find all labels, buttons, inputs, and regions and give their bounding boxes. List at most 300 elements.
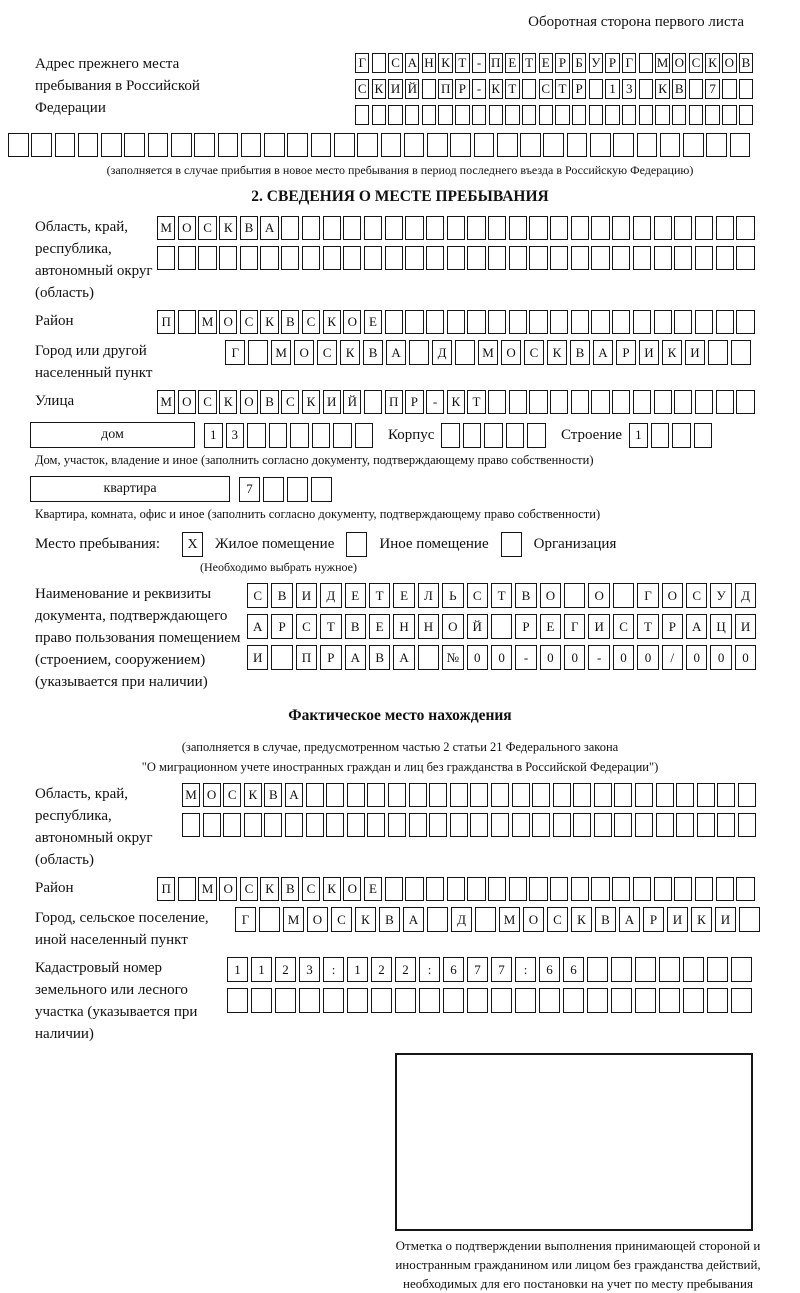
form-cell[interactable]: А [260, 216, 278, 240]
form-cell[interactable] [567, 133, 588, 157]
form-cell[interactable] [311, 477, 332, 502]
form-cell[interactable] [529, 877, 547, 901]
form-cell[interactable] [472, 105, 486, 125]
form-cell[interactable] [639, 79, 653, 99]
form-cell[interactable]: О [240, 390, 258, 414]
form-cell[interactable] [323, 216, 341, 240]
form-cell[interactable]: М [283, 907, 304, 932]
form-cell[interactable] [343, 216, 361, 240]
form-cell[interactable] [385, 216, 403, 240]
form-cell[interactable]: О [672, 53, 686, 73]
form-cell[interactable] [550, 246, 568, 270]
form-cell[interactable] [182, 813, 200, 837]
form-cell[interactable]: О [219, 877, 237, 901]
form-cell[interactable]: С [296, 614, 317, 639]
form-cell[interactable]: 0 [686, 645, 707, 670]
form-cell[interactable] [635, 957, 656, 982]
form-cell[interactable] [550, 310, 568, 334]
form-cell[interactable] [705, 105, 719, 125]
form-cell[interactable]: Р [605, 53, 619, 73]
form-cell[interactable]: А [247, 614, 268, 639]
form-cell[interactable] [101, 133, 122, 157]
form-cell[interactable] [194, 133, 215, 157]
form-cell[interactable] [512, 783, 530, 807]
form-cell[interactable] [505, 105, 519, 125]
form-cell[interactable]: Н [393, 614, 414, 639]
form-cell[interactable]: : [419, 957, 440, 982]
form-cell[interactable] [227, 988, 248, 1013]
form-cell[interactable] [527, 423, 546, 448]
form-cell[interactable]: П [489, 53, 503, 73]
form-cell[interactable]: Е [393, 583, 414, 608]
form-cell[interactable] [450, 783, 468, 807]
form-cell[interactable] [488, 216, 506, 240]
form-cell[interactable] [639, 53, 653, 73]
form-cell[interactable] [475, 907, 496, 932]
form-cell[interactable]: О [219, 310, 237, 334]
form-cell[interactable] [722, 79, 736, 99]
form-cell[interactable] [739, 907, 760, 932]
form-cell[interactable] [633, 310, 651, 334]
form-cell[interactable] [522, 79, 536, 99]
form-cell[interactable] [240, 246, 258, 270]
form-cell[interactable] [450, 133, 471, 157]
form-cell[interactable] [178, 246, 196, 270]
form-cell[interactable]: Г [225, 340, 245, 365]
form-cell[interactable] [539, 105, 553, 125]
form-cell[interactable] [708, 340, 728, 365]
form-cell[interactable] [247, 423, 266, 448]
form-cell[interactable]: 1 [629, 423, 648, 448]
form-cell[interactable]: М [198, 310, 216, 334]
form-cell[interactable]: 0 [637, 645, 658, 670]
form-cell[interactable]: А [403, 907, 424, 932]
form-cell[interactable]: 1 [605, 79, 619, 99]
form-cell[interactable] [654, 246, 672, 270]
form-cell[interactable] [364, 246, 382, 270]
form-cell[interactable]: О [294, 340, 314, 365]
form-cell[interactable] [418, 645, 439, 670]
form-cell[interactable]: К [662, 340, 682, 365]
form-cell[interactable] [395, 988, 416, 1013]
form-cell[interactable] [738, 813, 756, 837]
form-cell[interactable]: О [501, 340, 521, 365]
form-cell[interactable]: О [442, 614, 463, 639]
form-cell[interactable] [427, 907, 448, 932]
form-cell[interactable]: О [307, 907, 328, 932]
form-cell[interactable] [244, 813, 262, 837]
form-cell[interactable]: О [588, 583, 609, 608]
form-cell[interactable]: Р [455, 79, 469, 99]
form-cell[interactable] [429, 813, 447, 837]
form-cell[interactable] [563, 988, 584, 1013]
form-cell[interactable]: К [438, 53, 452, 73]
form-cell[interactable] [488, 246, 506, 270]
form-cell[interactable] [290, 423, 309, 448]
form-cell[interactable] [515, 988, 536, 1013]
form-cell[interactable] [405, 310, 423, 334]
form-cell[interactable]: И [715, 907, 736, 932]
form-cell[interactable]: К [340, 340, 360, 365]
form-cell[interactable] [529, 216, 547, 240]
form-cell[interactable] [489, 105, 503, 125]
form-cell[interactable] [689, 105, 703, 125]
form-cell[interactable]: 7 [491, 957, 512, 982]
form-cell[interactable]: С [331, 907, 352, 932]
form-cell[interactable] [269, 423, 288, 448]
form-cell[interactable]: У [710, 583, 731, 608]
form-cell[interactable]: А [393, 645, 414, 670]
form-cell[interactable] [674, 246, 692, 270]
form-cell[interactable] [589, 105, 603, 125]
form-cell[interactable]: И [296, 583, 317, 608]
form-cell[interactable] [287, 477, 308, 502]
form-cell[interactable]: О [178, 216, 196, 240]
form-cell[interactable] [372, 53, 386, 73]
form-cell[interactable]: - [472, 53, 486, 73]
form-cell[interactable] [467, 216, 485, 240]
form-cell[interactable] [594, 783, 612, 807]
form-cell[interactable] [655, 105, 669, 125]
form-cell[interactable] [426, 216, 444, 240]
form-cell[interactable] [178, 877, 196, 901]
form-cell[interactable] [405, 246, 423, 270]
form-cell[interactable]: Й [343, 390, 361, 414]
form-cell[interactable]: Н [418, 614, 439, 639]
form-cell[interactable] [543, 133, 564, 157]
form-cell[interactable] [248, 340, 268, 365]
form-cell[interactable] [491, 614, 512, 639]
form-cell[interactable] [512, 813, 530, 837]
form-cell[interactable]: О [178, 390, 196, 414]
form-cell[interactable]: 0 [710, 645, 731, 670]
form-cell[interactable]: 6 [539, 957, 560, 982]
form-cell[interactable]: Р [572, 79, 586, 99]
form-cell[interactable] [506, 423, 525, 448]
form-cell[interactable] [467, 310, 485, 334]
form-cell[interactable]: К [219, 216, 237, 240]
form-cell[interactable] [676, 813, 694, 837]
form-cell[interactable] [594, 813, 612, 837]
form-cell[interactable] [219, 246, 237, 270]
form-cell[interactable] [614, 813, 632, 837]
form-cell[interactable]: М [157, 216, 175, 240]
form-cell[interactable] [367, 783, 385, 807]
form-cell[interactable] [572, 105, 586, 125]
form-cell[interactable] [550, 216, 568, 240]
form-cell[interactable]: 0 [540, 645, 561, 670]
form-cell[interactable] [716, 877, 734, 901]
form-cell[interactable] [589, 79, 603, 99]
form-cell[interactable]: К [260, 310, 278, 334]
stay-option-organization-checkbox[interactable] [501, 532, 522, 557]
form-cell[interactable] [302, 216, 320, 240]
form-cell[interactable] [357, 133, 378, 157]
form-cell[interactable] [405, 216, 423, 240]
form-cell[interactable] [488, 310, 506, 334]
form-cell[interactable] [241, 133, 262, 157]
form-cell[interactable] [587, 957, 608, 982]
form-cell[interactable] [717, 813, 735, 837]
form-cell[interactable] [178, 310, 196, 334]
form-cell[interactable]: 1 [204, 423, 223, 448]
form-cell[interactable] [707, 957, 728, 982]
form-cell[interactable] [333, 423, 352, 448]
form-cell[interactable]: О [343, 310, 361, 334]
form-cell[interactable]: В [271, 583, 292, 608]
form-cell[interactable] [426, 246, 444, 270]
form-cell[interactable]: С [467, 583, 488, 608]
form-cell[interactable]: Р [271, 614, 292, 639]
form-cell[interactable] [426, 877, 444, 901]
form-cell[interactable] [467, 246, 485, 270]
form-cell[interactable] [612, 310, 630, 334]
form-cell[interactable]: - [515, 645, 536, 670]
form-cell[interactable]: : [515, 957, 536, 982]
form-cell[interactable] [553, 813, 571, 837]
form-cell[interactable] [347, 988, 368, 1013]
form-cell[interactable] [463, 423, 482, 448]
form-cell[interactable] [422, 105, 436, 125]
form-cell[interactable] [672, 423, 691, 448]
form-cell[interactable] [694, 423, 713, 448]
form-cell[interactable] [275, 988, 296, 1013]
form-cell[interactable] [509, 246, 527, 270]
form-cell[interactable] [731, 957, 752, 982]
form-cell[interactable] [637, 133, 658, 157]
form-cell[interactable] [695, 246, 713, 270]
form-cell[interactable] [697, 783, 715, 807]
stay-option-residential-checkbox[interactable]: X [182, 532, 203, 557]
form-cell[interactable]: П [157, 877, 175, 901]
form-cell[interactable] [695, 310, 713, 334]
form-cell[interactable] [281, 216, 299, 240]
form-cell[interactable] [635, 988, 656, 1013]
form-cell[interactable] [488, 877, 506, 901]
form-cell[interactable] [654, 877, 672, 901]
form-cell[interactable]: А [686, 614, 707, 639]
form-cell[interactable] [447, 877, 465, 901]
form-cell[interactable]: С [686, 583, 707, 608]
form-cell[interactable] [385, 246, 403, 270]
form-cell[interactable]: С [613, 614, 634, 639]
form-cell[interactable] [455, 105, 469, 125]
form-cell[interactable]: К [489, 79, 503, 99]
form-cell[interactable]: В [595, 907, 616, 932]
stay-option-other-checkbox[interactable] [346, 532, 367, 557]
form-cell[interactable] [731, 988, 752, 1013]
form-cell[interactable]: А [619, 907, 640, 932]
form-cell[interactable]: К [219, 390, 237, 414]
form-cell[interactable] [429, 783, 447, 807]
form-cell[interactable]: А [386, 340, 406, 365]
form-cell[interactable]: А [405, 53, 419, 73]
form-cell[interactable]: Т [555, 79, 569, 99]
form-cell[interactable]: О [343, 877, 361, 901]
form-cell[interactable] [371, 988, 392, 1013]
form-cell[interactable] [656, 813, 674, 837]
form-cell[interactable]: Е [539, 53, 553, 73]
form-cell[interactable] [612, 216, 630, 240]
form-cell[interactable]: Г [355, 53, 369, 73]
form-cell[interactable] [612, 390, 630, 414]
form-cell[interactable]: Т [467, 390, 485, 414]
form-cell[interactable]: В [363, 340, 383, 365]
form-cell[interactable] [622, 105, 636, 125]
form-cell[interactable] [306, 813, 324, 837]
form-cell[interactable] [447, 310, 465, 334]
form-cell[interactable] [571, 246, 589, 270]
form-cell[interactable] [633, 877, 651, 901]
form-cell[interactable] [443, 988, 464, 1013]
form-cell[interactable] [381, 133, 402, 157]
form-cell[interactable] [717, 783, 735, 807]
form-cell[interactable] [203, 813, 221, 837]
form-cell[interactable]: К [547, 340, 567, 365]
form-cell[interactable] [707, 988, 728, 1013]
form-cell[interactable]: С [317, 340, 337, 365]
form-cell[interactable]: : [323, 957, 344, 982]
form-cell[interactable] [491, 988, 512, 1013]
form-cell[interactable] [497, 133, 518, 157]
form-cell[interactable]: С [198, 216, 216, 240]
form-cell[interactable] [263, 477, 284, 502]
form-cell[interactable]: Й [405, 79, 419, 99]
form-cell[interactable] [736, 246, 754, 270]
form-cell[interactable]: С [302, 877, 320, 901]
form-cell[interactable]: 7 [705, 79, 719, 99]
form-cell[interactable]: О [523, 907, 544, 932]
form-cell[interactable] [683, 988, 704, 1013]
form-cell[interactable] [613, 583, 634, 608]
form-cell[interactable] [716, 216, 734, 240]
form-cell[interactable] [385, 877, 403, 901]
form-cell[interactable] [739, 105, 753, 125]
form-cell[interactable]: С [539, 79, 553, 99]
form-cell[interactable] [491, 783, 509, 807]
form-cell[interactable]: / [662, 645, 683, 670]
form-cell[interactable]: Р [515, 614, 536, 639]
form-cell[interactable]: 7 [467, 957, 488, 982]
form-cell[interactable] [550, 390, 568, 414]
form-cell[interactable]: Д [451, 907, 472, 932]
form-cell[interactable]: А [345, 645, 366, 670]
form-cell[interactable] [447, 246, 465, 270]
form-cell[interactable] [611, 957, 632, 982]
form-cell[interactable] [372, 105, 386, 125]
form-cell[interactable] [388, 105, 402, 125]
form-cell[interactable]: В [369, 645, 390, 670]
form-cell[interactable] [323, 246, 341, 270]
form-cell[interactable]: М [157, 390, 175, 414]
form-cell[interactable] [302, 246, 320, 270]
form-cell[interactable]: И [735, 614, 756, 639]
form-cell[interactable] [571, 877, 589, 901]
form-cell[interactable] [447, 216, 465, 240]
form-cell[interactable] [716, 390, 734, 414]
form-cell[interactable]: Б [572, 53, 586, 73]
form-cell[interactable] [591, 246, 609, 270]
form-cell[interactable]: Т [491, 583, 512, 608]
form-cell[interactable] [532, 813, 550, 837]
form-cell[interactable] [550, 877, 568, 901]
form-cell[interactable] [587, 988, 608, 1013]
form-cell[interactable] [355, 423, 374, 448]
form-cell[interactable]: С [355, 79, 369, 99]
form-cell[interactable]: К [355, 907, 376, 932]
form-cell[interactable]: № [442, 645, 463, 670]
form-cell[interactable] [697, 813, 715, 837]
form-cell[interactable]: В [240, 216, 258, 240]
form-cell[interactable]: И [685, 340, 705, 365]
form-cell[interactable]: 0 [735, 645, 756, 670]
form-cell[interactable] [312, 423, 331, 448]
form-cell[interactable]: А [593, 340, 613, 365]
form-cell[interactable]: - [426, 390, 444, 414]
form-cell[interactable]: В [672, 79, 686, 99]
form-cell[interactable] [367, 813, 385, 837]
form-cell[interactable] [736, 216, 754, 240]
form-cell[interactable]: И [667, 907, 688, 932]
form-cell[interactable] [343, 246, 361, 270]
form-cell[interactable] [672, 105, 686, 125]
form-cell[interactable]: А [285, 783, 303, 807]
form-cell[interactable] [676, 783, 694, 807]
form-cell[interactable]: М [271, 340, 291, 365]
form-cell[interactable] [654, 310, 672, 334]
form-cell[interactable] [388, 783, 406, 807]
form-cell[interactable] [326, 783, 344, 807]
form-cell[interactable]: И [247, 645, 268, 670]
form-cell[interactable] [299, 988, 320, 1013]
form-cell[interactable] [654, 390, 672, 414]
form-cell[interactable] [409, 340, 429, 365]
form-cell[interactable] [419, 988, 440, 1013]
form-cell[interactable]: Л [418, 583, 439, 608]
form-cell[interactable] [404, 133, 425, 157]
form-cell[interactable] [426, 310, 444, 334]
form-cell[interactable] [635, 813, 653, 837]
form-cell[interactable] [218, 133, 239, 157]
form-cell[interactable] [264, 133, 285, 157]
form-cell[interactable]: И [588, 614, 609, 639]
form-cell[interactable]: О [662, 583, 683, 608]
form-cell[interactable]: К [655, 79, 669, 99]
form-cell[interactable] [731, 340, 751, 365]
form-cell[interactable]: Г [637, 583, 658, 608]
form-cell[interactable]: С [247, 583, 268, 608]
form-cell[interactable]: П [438, 79, 452, 99]
form-cell[interactable]: Р [555, 53, 569, 73]
form-cell[interactable]: И [388, 79, 402, 99]
form-cell[interactable]: С [302, 310, 320, 334]
form-cell[interactable] [590, 133, 611, 157]
form-cell[interactable]: С [223, 783, 241, 807]
form-cell[interactable] [529, 390, 547, 414]
form-cell[interactable] [571, 390, 589, 414]
form-cell[interactable]: Е [505, 53, 519, 73]
form-cell[interactable] [553, 783, 571, 807]
form-cell[interactable]: С [388, 53, 402, 73]
form-cell[interactable] [573, 813, 591, 837]
form-cell[interactable] [695, 877, 713, 901]
form-cell[interactable] [31, 133, 52, 157]
form-cell[interactable]: 6 [563, 957, 584, 982]
form-cell[interactable] [695, 216, 713, 240]
form-cell[interactable] [422, 79, 436, 99]
form-cell[interactable] [706, 133, 727, 157]
form-cell[interactable] [695, 390, 713, 414]
